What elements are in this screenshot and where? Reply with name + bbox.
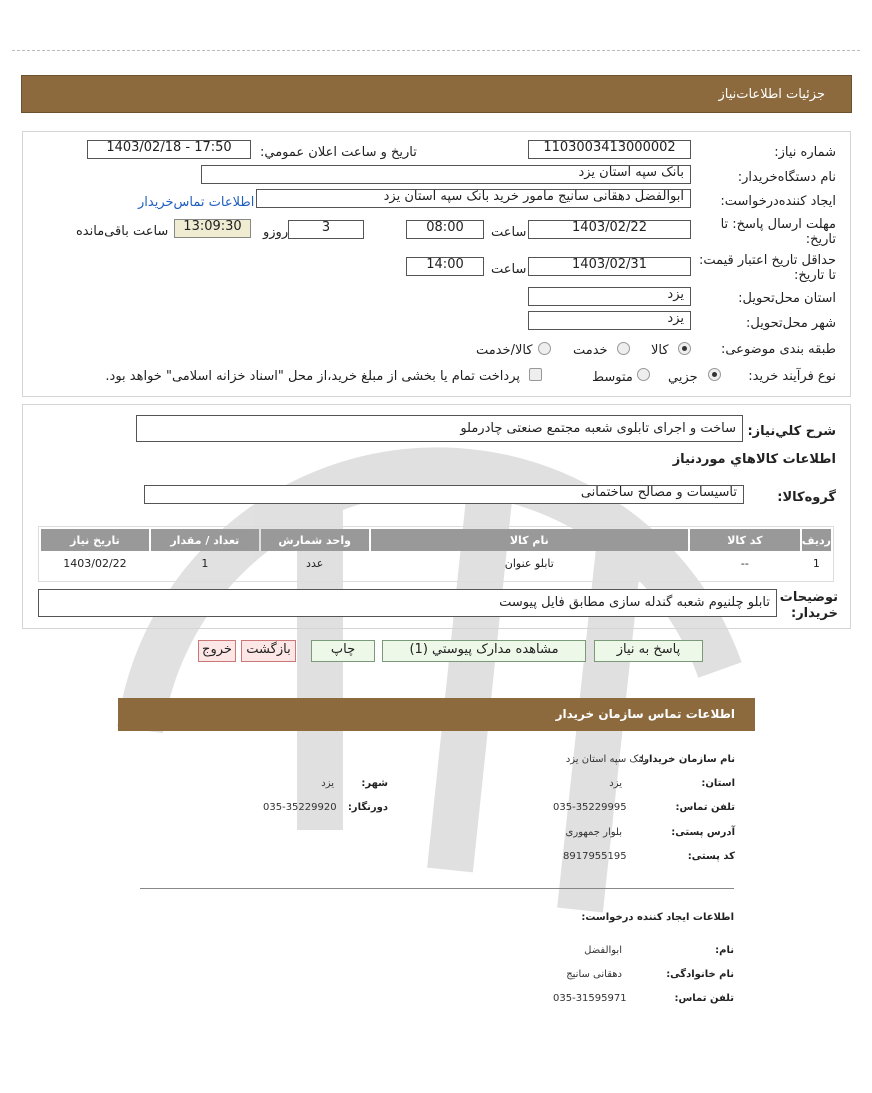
price-validity-date-field[interactable]: 1403/02/31 — [528, 257, 691, 276]
city-label: شهر محل‌تحویل: — [746, 316, 836, 331]
buyer-notes-label: توضیحات — [779, 590, 838, 605]
cell-need-date: 1403/02/22 — [63, 556, 127, 570]
creator-family-label: نام خانوادگی: — [666, 969, 734, 980]
creator-family-value: دهقانی سانیج — [566, 969, 622, 980]
days-label: روزو — [263, 225, 289, 240]
creator-section-title: اطلاعات ایجاد کننده درخواست: — [581, 912, 734, 923]
buyer-org-label: نام دستگاه‌خریدار: — [737, 170, 836, 185]
deadline-time-label: ساعت — [491, 225, 527, 240]
fax-label: دورنگار: — [347, 802, 388, 813]
need-number-field[interactable]: 1103003413000002 — [528, 140, 691, 159]
address-label: آدرس پستی: — [671, 827, 735, 838]
creator-phone-value: 035-31595971 — [553, 993, 627, 1004]
category-goods-radio[interactable] — [678, 342, 691, 355]
postal-code-label: کد پستی: — [687, 851, 735, 862]
view-attachments-button[interactable]: مشاهده مدارک پیوستي (1) — [382, 640, 586, 662]
category-service-radio[interactable] — [617, 342, 630, 355]
announce-date-label: تاریخ و ساعت اعلان عمومي: — [260, 145, 417, 160]
need-number-label: شماره نیاز: — [774, 145, 836, 160]
price-validity-label-2: تا تاریخ: — [794, 268, 836, 283]
org-name-label: نام سازمان خریدار: — [639, 754, 735, 765]
price-validity-time-label: ساعت — [491, 262, 527, 277]
province-field[interactable]: یزد — [528, 287, 691, 306]
buyer-org-field[interactable]: بانک سپه استان یزد — [201, 165, 691, 184]
contact-section-header — [118, 698, 755, 731]
postal-code-value: 8917955195 — [563, 851, 627, 862]
creator-name-value: ابوالفضل — [584, 945, 622, 956]
cell-unit: عدد — [306, 556, 324, 570]
goods-group-field[interactable]: تاسیسات و مصالح ساختمانی — [144, 485, 744, 504]
org-name-value: بانک سپه استان یزد — [565, 754, 647, 765]
process-medium-radio[interactable] — [637, 368, 650, 381]
process-minor-label: جزیي — [668, 370, 698, 385]
goods-info-title: اطلاعات کالاهاي موردنیاز — [672, 452, 836, 467]
back-button[interactable]: بازگشت — [241, 640, 296, 662]
city-field[interactable]: یزد — [528, 311, 691, 330]
remaining-time-label: ساعت باقی‌مانده — [76, 224, 169, 239]
price-validity-label: حداقل تاریخ اعتبار قیمت: — [698, 253, 836, 268]
contact-section-title: اطلاعات تماس سازمان خریدار — [555, 707, 735, 721]
col-header-need-date: تاریخ نیاز — [41, 529, 149, 551]
province-info-value: یزد — [609, 778, 622, 789]
cell-quantity: 1 — [201, 556, 209, 570]
price-validity-time-field[interactable]: 14:00 — [406, 257, 484, 276]
phone-label: تلفن تماس: — [675, 802, 735, 813]
city-info-value: یزد — [321, 778, 334, 789]
page-title: جزئیات اطلاعات‌نیاز — [718, 87, 825, 102]
process-medium-label: متوسط — [592, 370, 633, 385]
table-row — [41, 553, 831, 573]
category-label: طبقه بندی موضوعی: — [720, 342, 836, 357]
creator-name-label: نام: — [715, 945, 734, 956]
treasury-payment-note: پرداخت تمام یا بخشی از مبلغ خرید،از محل "اسناد خزانه اسلامی" خواهد بود. — [105, 369, 520, 384]
top-divider — [12, 50, 860, 51]
category-goods-label: کالا — [651, 343, 669, 358]
announce-date-field[interactable]: 1403/02/18 - 17:50 — [87, 140, 251, 159]
category-both-radio[interactable] — [538, 342, 551, 355]
category-both-label: کالا/خدمت — [476, 343, 533, 358]
goods-group-label: گروه‌کالا: — [777, 490, 836, 505]
province-label: استان محل‌تحویل: — [738, 291, 836, 306]
province-info-label: استان: — [701, 778, 735, 789]
deadline-date-field[interactable]: 1403/02/22 — [528, 220, 691, 239]
cell-row-number: 1 — [812, 556, 820, 570]
general-description-label: شرح کلي‌نیاز: — [747, 424, 836, 439]
city-info-label: شهر: — [361, 778, 388, 789]
general-description-field[interactable]: ساخت و اجرای تابلوی شعبه مجتمع صنعتی چادرملو — [136, 415, 743, 442]
process-type-label: نوع فرآیند خرید: — [748, 369, 836, 384]
cell-goods-code: -- — [740, 556, 749, 570]
print-button[interactable]: چاپ — [311, 640, 375, 662]
deadline-label-2: تاریخ: — [805, 232, 836, 247]
cell-goods-name: تابلو عنوان — [504, 556, 554, 570]
address-value: بلوار جمهوری — [565, 827, 622, 838]
treasury-payment-checkbox[interactable] — [529, 368, 542, 381]
category-service-label: خدمت — [573, 343, 608, 358]
buyer-notes-field[interactable]: تابلو چلنیوم شعبه گندله سازی مطابق فایل پیوست — [38, 589, 777, 617]
phone-value: 035-35229995 — [553, 802, 627, 813]
deadline-label: مهلت ارسال پاسخ: تا — [720, 217, 836, 232]
col-header-row-number: ردیف — [802, 529, 831, 551]
process-minor-radio[interactable] — [708, 368, 721, 381]
requester-field[interactable]: ابوالفضل دهقانی سانیج مامور خرید بانک سپه استان یزد — [256, 189, 691, 208]
exit-button[interactable]: خروج — [198, 640, 236, 662]
buyer-contact-link[interactable]: اطلاعات تماس‌خریدار — [138, 195, 255, 210]
reply-button[interactable]: پاسخ به نیاز — [594, 640, 703, 662]
requester-label: ایجاد کننده‌درخواست: — [720, 194, 836, 209]
items-table — [39, 527, 833, 575]
page-header — [21, 75, 852, 113]
col-header-goods-code: کد کالا — [690, 529, 800, 551]
fax-value: 035-35229920 — [263, 802, 337, 813]
remaining-time-field: 13:09:30 — [174, 219, 251, 238]
col-header-quantity: تعداد / مقدار — [151, 529, 259, 551]
days-field[interactable]: 3 — [288, 220, 364, 239]
col-header-unit: واحد شمارش — [261, 529, 369, 551]
buyer-notes-label-2: خریدار: — [791, 606, 838, 621]
col-header-goods-name: نام کالا — [371, 529, 688, 551]
creator-phone-label: تلفن تماس: — [674, 993, 734, 1004]
contact-divider — [140, 888, 734, 889]
deadline-time-field[interactable]: 08:00 — [406, 220, 484, 239]
